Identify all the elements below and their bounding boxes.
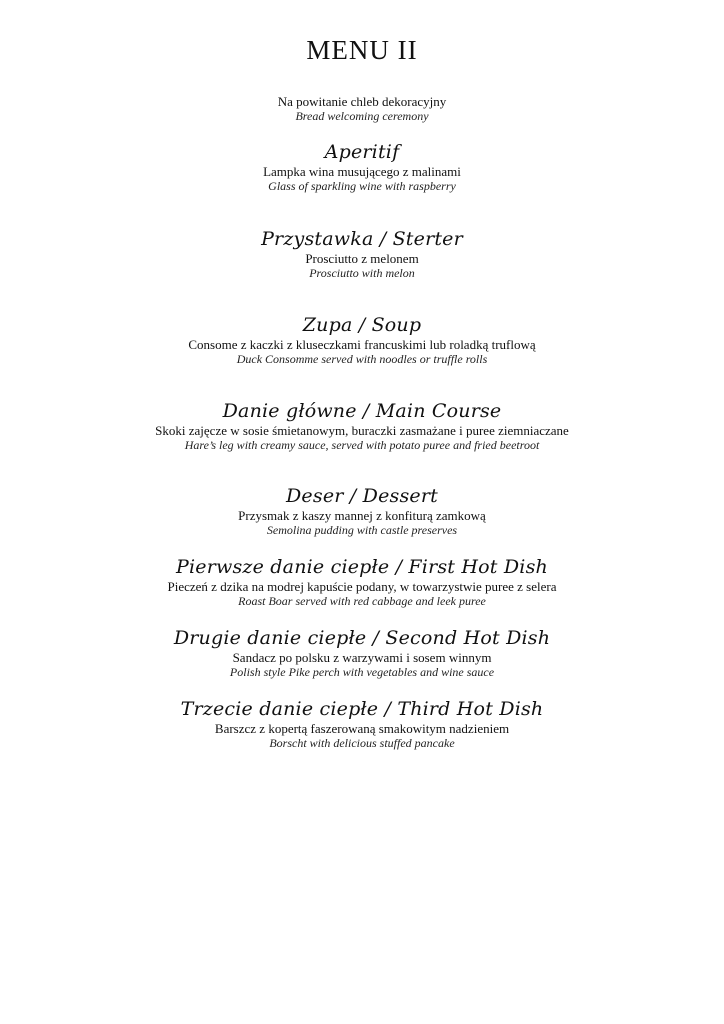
- page-title: MENU II: [306, 35, 418, 65]
- section-heading: Zupa / Soup: [302, 314, 422, 336]
- section-heading: Deser / Dessert: [286, 485, 438, 507]
- dish-pl: Sandacz po polsku z warzywami i sosem winnym: [232, 650, 492, 665]
- section-third-hot-dish: [0, 697, 724, 751]
- dish-en: Semolina pudding with castle preserves: [266, 523, 458, 537]
- section-heading: Przystawka / Sterter: [261, 228, 463, 250]
- dish-en: Glass of sparkling wine with raspberry: [268, 179, 456, 193]
- dish-en: Duck Consomme served with noodles or truffle rolls: [236, 352, 488, 366]
- dish-en: Roast Boar served with red cabbage and leek puree: [238, 594, 486, 608]
- section-second-hot-dish: [0, 626, 724, 680]
- section-main-course: [0, 399, 724, 453]
- section-heading: Danie główne / Main Course: [222, 400, 502, 422]
- welcome-en: Bread welcoming ceremony: [295, 109, 429, 123]
- dish-pl: Przysmak z kaszy mannej z konfiturą zamkową: [238, 508, 486, 523]
- section-starter: [0, 227, 724, 281]
- dish-pl: Barszcz z kopertą faszerowaną smakowitym nadzieniem: [214, 721, 510, 736]
- section-heading: Aperitif: [324, 141, 400, 163]
- section-heading: Trzecie danie ciepłe / Third Hot Dish: [180, 698, 544, 720]
- dish-en: Polish style Pike perch with vegetables and wine sauce: [229, 665, 495, 679]
- dish-pl: Prosciutto z melonem: [305, 251, 419, 266]
- section-heading: Pierwsze danie ciepłe / First Hot Dish: [176, 556, 548, 578]
- section-soup: [0, 313, 724, 367]
- dish-en: Prosciutto with melon: [309, 266, 415, 280]
- dish-pl: Skoki zajęcze w sosie śmietanowym, buraczki zasmażane i puree ziemniaczane: [155, 423, 569, 438]
- welcome-block: [0, 94, 724, 124]
- dish-en: Hare’s leg with creamy sauce, served with potato puree and fried beetroot: [184, 438, 540, 452]
- dish-pl: Pieczeń z dzika na modrej kapuście podany, w towarzystwie puree z selera: [167, 579, 557, 594]
- dish-pl: Lampka wina musującego z malinami: [263, 164, 461, 179]
- welcome-pl: Na powitanie chleb dekoracyjny: [277, 94, 447, 109]
- dish-pl: Consome z kaczki z kluseczkami francuskimi lub roladką truflową: [188, 337, 536, 352]
- dish-en: Borscht with delicious stuffed pancake: [269, 736, 455, 750]
- section-first-hot-dish: [0, 555, 724, 609]
- section-heading: Drugie danie ciepłe / Second Hot Dish: [173, 627, 551, 649]
- section-aperitif: [0, 140, 724, 194]
- section-dessert: [0, 484, 724, 538]
